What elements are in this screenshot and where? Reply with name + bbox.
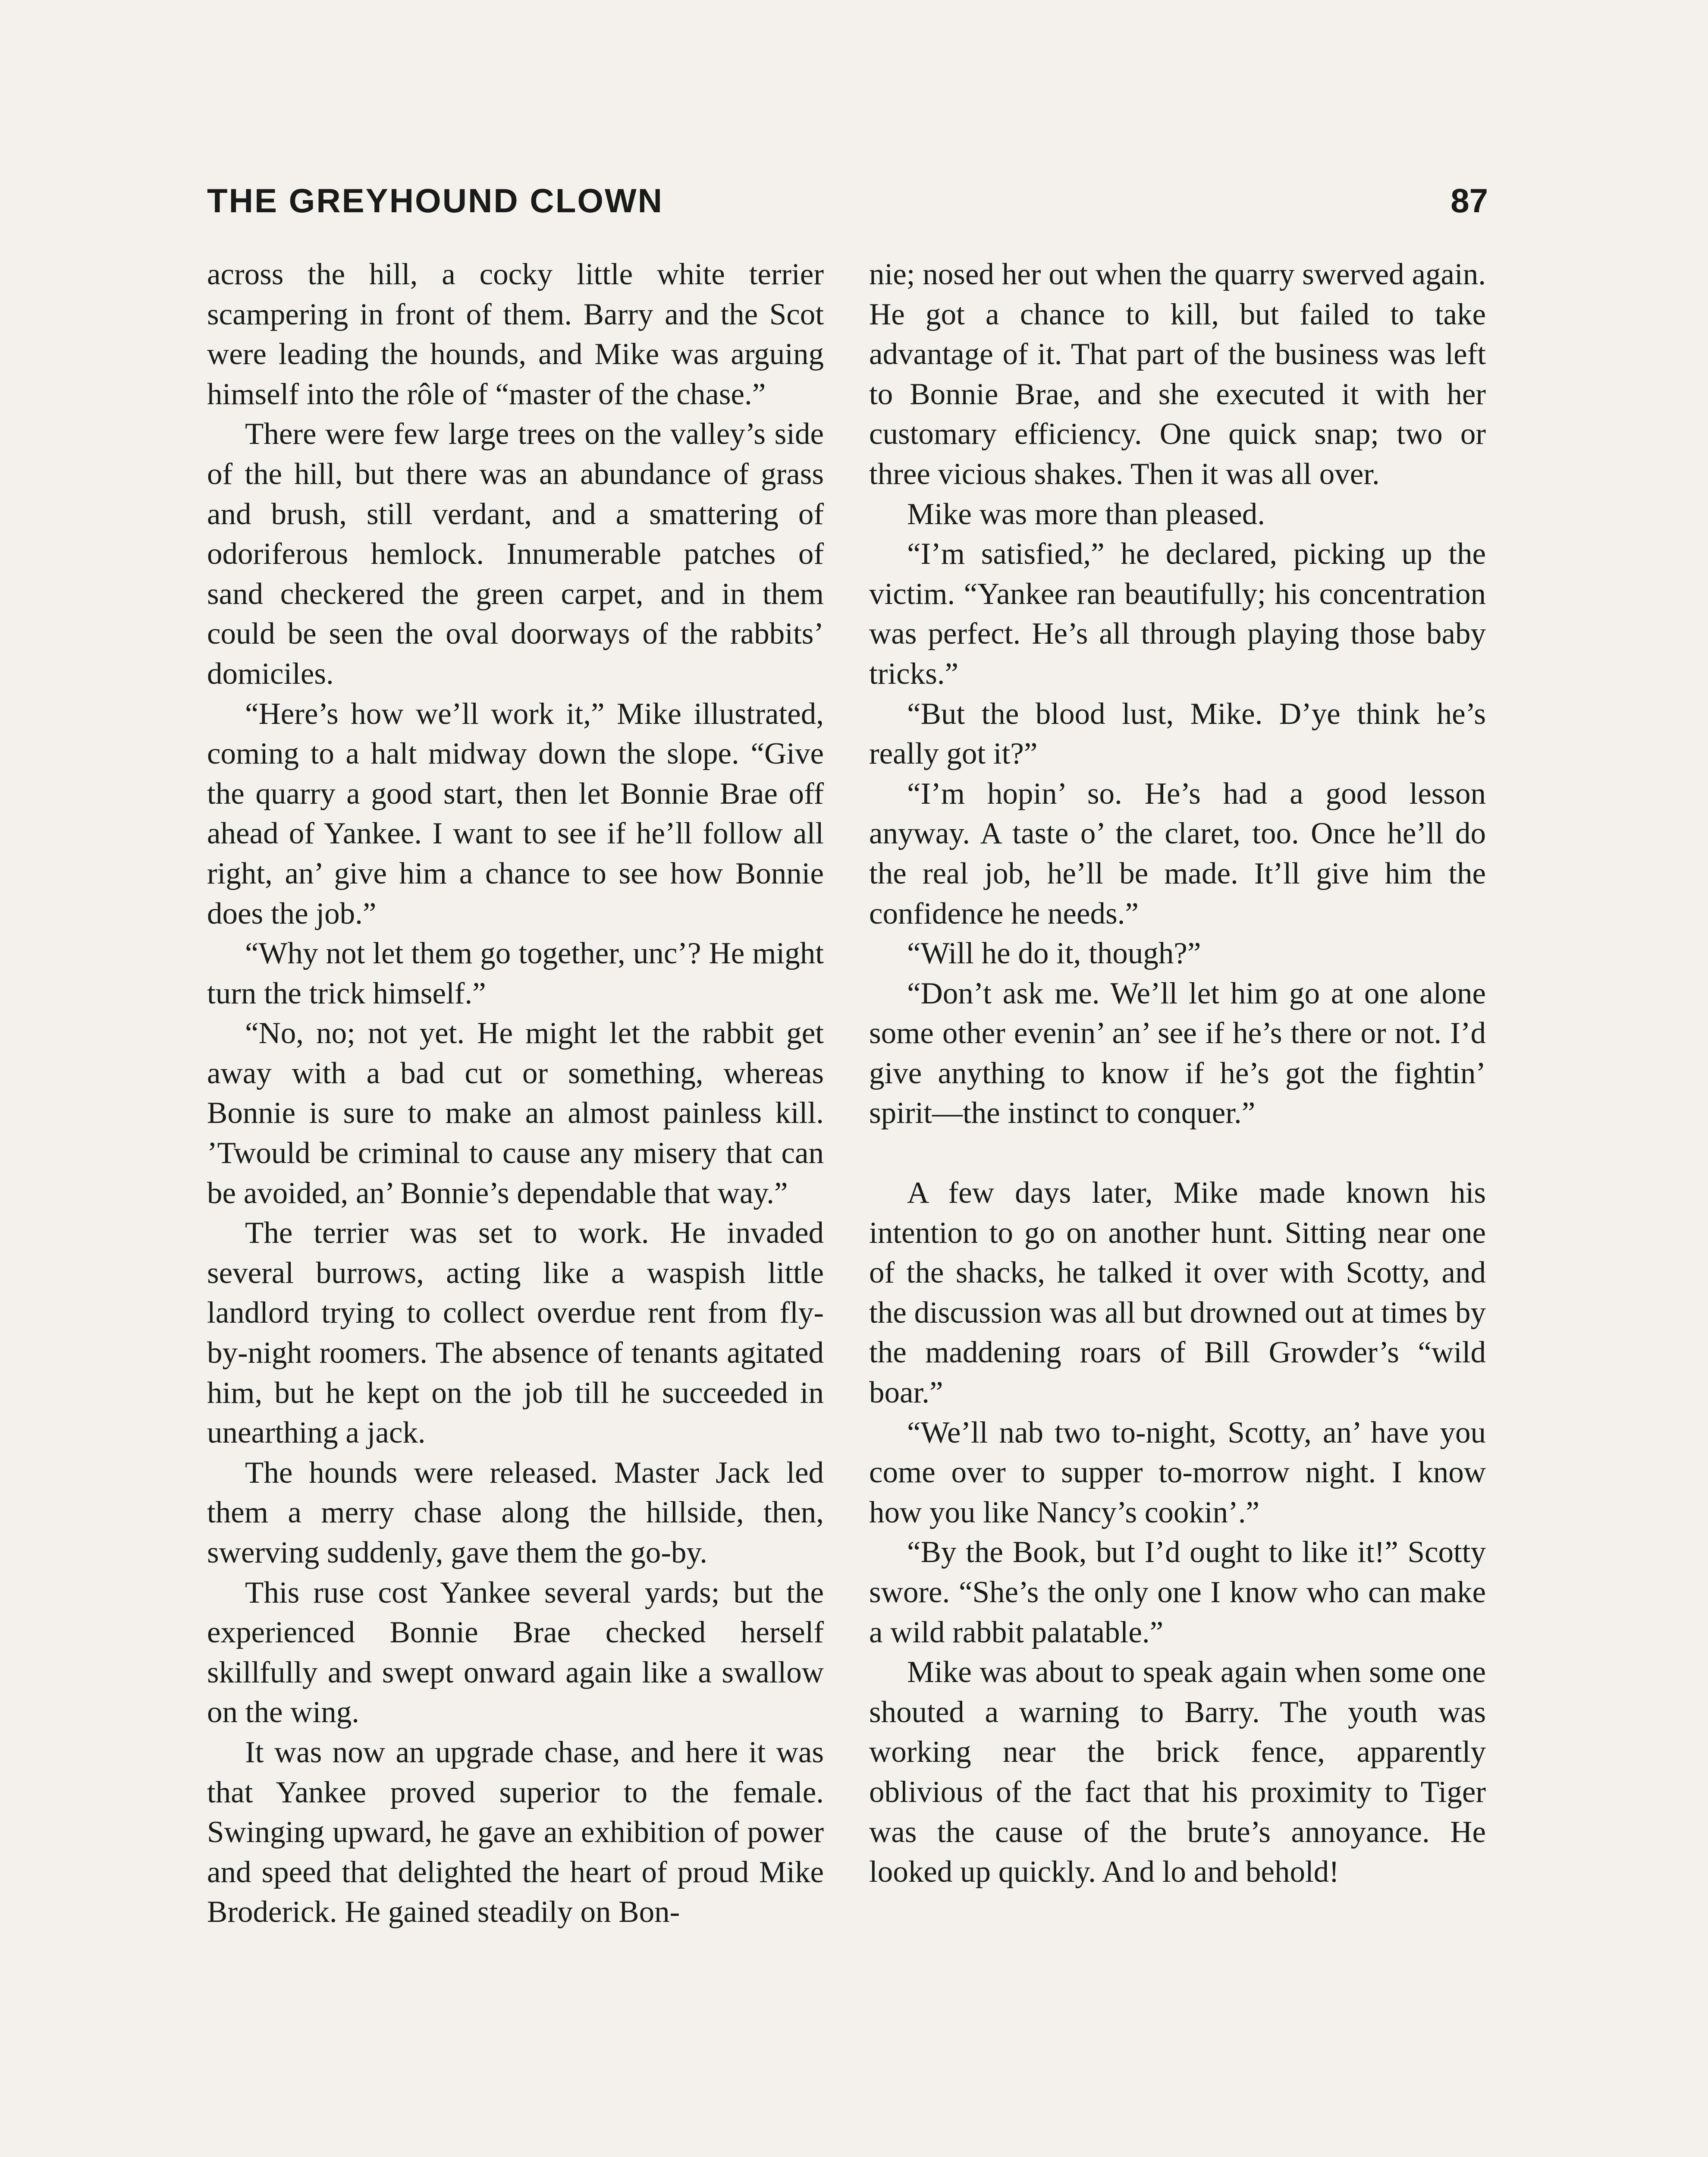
- paragraph: “I’m satisfied,” he declared, picking up the victim. “Yankee ran beautifully; his concentration was perfect. He’s all through playing those baby tricks.”: [869, 537, 1486, 691]
- paragraph: “Why not let them go together, unc’? He might turn the trick himself.”: [207, 937, 824, 1010]
- paragraph: “But the blood lust, Mike. D’ye think he’s really got it?”: [869, 697, 1486, 771]
- paragraph: There were few large trees on the valley’s side of the hill, but there was an abundance of grass and brush, still verdant, and a smattering of odoriferous hemlock. Innumerable patches of sand checkered the green carpet, and in them could be seen the oval doorways of the rabbits’ domiciles.: [207, 417, 824, 691]
- right-column: [869, 255, 1486, 1892]
- paragraph: “We’ll nab two to-night, Scotty, an’ have you come over to supper to-morrow night. I know how you like Nancy’s cookin’.”: [869, 1415, 1486, 1529]
- left-column: [207, 255, 824, 1932]
- paragraph: “By the Book, but I’d ought to like it!” Scotty swore. “She’s the only one I know who can make a wild rabbit palatable.”: [869, 1535, 1486, 1649]
- paragraph: Mike was about to speak again when some one shouted a warning to Barry. The youth was working near the brick fence, apparently oblivious of the fact that his proximity to Tiger was the cause of the brute’s annoyance. He looked up quickly. And lo and behold!: [869, 1655, 1486, 1889]
- paragraph: “I’m hopin’ so. He’s had a good lesson anyway. A taste o’ the claret, too. Once he’ll do the real job, he’ll be made. It’ll give him the confidence he needs.”: [869, 777, 1486, 931]
- paragraph: The terrier was set to work. He invaded several burrows, acting like a waspish little landlord trying to collect overdue rent from fly-by-night roomers. The absence of tenants agitated him, but he kept on the job till he succeeded in unearthing a jack.: [207, 1216, 824, 1450]
- paragraph: “No, no; not yet. He might let the rabbit get away with a bad cut or something, whereas Bonnie is sure to make an almost painless kill. ’Twould be criminal to cause any misery that can be avoided, an’ Bonnie’s dependable that way.”: [207, 1016, 824, 1210]
- paragraph: nie; nosed her out when the quarry swerved again. He got a chance to kill, but failed to take advantage of it. That part of the business was left to Bonnie Brae, and she executed it with her customary efficiency. One quick snap; two or three vicious shakes. Then it was all over.: [869, 258, 1486, 491]
- paragraph: It was now an upgrade chase, and here it was that Yankee proved superior to the female. Swinging upward, he gave an exhibition of power and speed that delighted the heart of proud Mike Broderick. He gained steadily on Bon-: [207, 1735, 824, 1929]
- paragraph: This ruse cost Yankee several yards; but the experienced Bonnie Brae checked herself skillfully and swept onward again like a swallow on the wing.: [207, 1575, 824, 1729]
- paragraph: “Don’t ask me. We’ll let him go at one alone some other evenin’ an’ see if he’s there or not. I’d give anything to know if he’s got the fightin’ spirit—the instinct to conquer.”: [869, 976, 1486, 1130]
- paragraph: “Will he do it, though?”: [907, 937, 1201, 971]
- paragraph: The hounds were released. Master Jack led them a merry chase along the hillside, then, swerving suddenly, gave them the go-by.: [207, 1456, 824, 1569]
- paragraph: across the hill, a cocky little white terrier scampering in front of them. Barry and the Scot were leading the hounds, and Mike was arguing himself into the rôle of “master of the chase.”: [207, 258, 824, 411]
- page-number: 87: [1451, 182, 1488, 220]
- paragraph: A few days later, Mike made known his intention to go on another hunt. Sitting near one of the shacks, he talked it over with Scotty, and the discussion was all but drowned out at times by the maddening roars of Bill Growder’s “wild boar.”: [869, 1176, 1486, 1410]
- paragraph: Mike was more than pleased.: [907, 497, 1265, 531]
- paragraph: “Here’s how we’ll work it,” Mike illustrated, coming to a halt midway down the slope. “Give the quarry a good start, then let Bonnie Brae off ahead of Yankee. I want to see if he’ll follow all right, an’ give him a chance to see how Bonnie does the job.”: [207, 697, 824, 931]
- running-title: THE GREYHOUND CLOWN: [207, 182, 663, 220]
- page-header: [207, 181, 1501, 229]
